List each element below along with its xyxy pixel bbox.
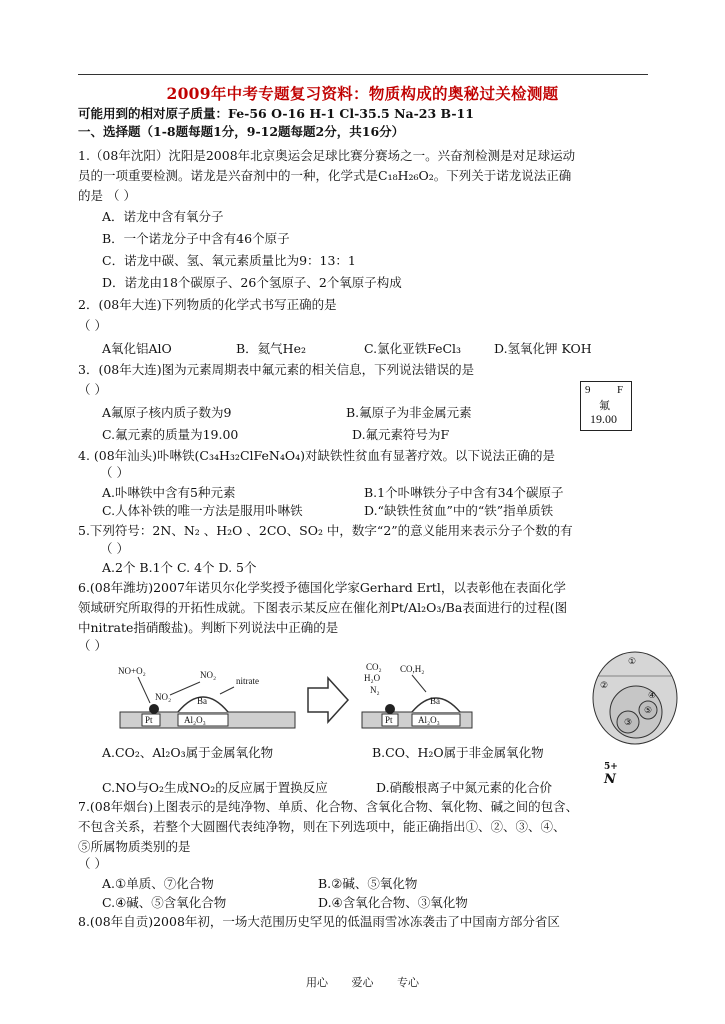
left-no2-b: NO₂ (200, 670, 217, 680)
page-footer: 用心 爱心 专心 (306, 976, 419, 989)
q6-paren: （ ） (78, 638, 107, 653)
section-heading: 一、选择题（1-8题每题1分，9-12题每题2分，共16分） (78, 124, 405, 139)
right-pt-label: Pt (385, 715, 393, 725)
q3-option-b: B.氟原子为非金属元素 (346, 405, 472, 420)
right-n2-label: N₂ (370, 685, 380, 695)
card-mass: 19.00 (590, 412, 617, 426)
q7-option-a: A.①单质、⑦化合物 (102, 876, 214, 891)
nitrogen-valence-sup: 5+ (604, 762, 618, 772)
left-pt-particle (149, 704, 159, 714)
right-coh2-label: CO,H₂ (400, 664, 425, 674)
process-arrow (308, 678, 348, 722)
q3-stem: 3．(08年大连)图为元素周期表中氟元素的相关信息，下列说法错误的是 (78, 362, 475, 377)
card-atomic-number: 9 (585, 384, 591, 396)
q3-option-c: C.氟元素的质量为19.00 (102, 427, 239, 442)
q6-option-a: A.CO₂、Al₂O₃属于金属氧化物 (102, 745, 274, 760)
atomic-masses: 可能用到的相对原子质量：Fe-56 O-16 H-1 Cl-35.5 Na-23 B-11 (78, 106, 474, 121)
circle-label-2: ② (600, 681, 609, 691)
q6-option-c: C.NO与O₂生成NO₂的反应属于置换反应 (102, 780, 328, 795)
q4-option-a: A.卟啉铁中含有5种元素 (102, 485, 236, 500)
q7-option-c: C.④碱、⑤含氧化合物 (102, 895, 227, 910)
q3-option-d: D.氟元素符号为F (352, 427, 450, 442)
q5-stem: 5.下列符号：2N、N₂ 、H₂O 、2CO、SO₂ 中，数字“2”的意义能用来表示分子个数的有 (78, 523, 573, 538)
q1-option-d: D．诺龙由18个碳原子、26个氢原子、2个氧原子构成 (102, 275, 402, 290)
q1-option-b: B．一个诺龙分子中含有46个原子 (102, 231, 290, 246)
right-arrow (412, 675, 426, 692)
q3-option-a: A氟原子核内质子数为9 (102, 405, 232, 420)
left-arrow-2 (170, 682, 200, 695)
right-h2o-label: H₂O (364, 673, 381, 683)
page-title: 2009年中考专题复习资料：物质构成的奥秘过关检测题 (166, 84, 559, 103)
right-co2-label: CO₂ (366, 662, 382, 672)
right-pt-particle (385, 704, 395, 714)
q2-option-c: C.氯化亚铁FeCl₃ (364, 341, 462, 356)
q7-paren: （ ） (78, 856, 107, 871)
q2-option-d: D.氢氧化钾 KOH (494, 341, 592, 356)
q4-stem: 4. (08年汕头)卟啉铁(C₃₄H₃₂ClFeN₄O₄)对缺铁性贫血有显著疗效。以下说法正确的是 (78, 448, 555, 463)
q4-option-d: D.“缺铁性贫血”中的“铁”指单质铁 (364, 503, 554, 518)
q4-paren: （ ） (100, 465, 129, 480)
card-symbol: F (617, 384, 624, 396)
q6-line2: 领域研究所取得的开拓性成就。下图表示某反应在催化剂Pt/Al₂O₃/Ba表面进行的过程(图 (78, 600, 568, 615)
left-no2-a: NO₂ (155, 692, 172, 702)
q1-option-c: C．诺龙中碳、氢、氧元素质量比为9：13：1 (102, 253, 356, 268)
left-pt-label: Pt (145, 715, 153, 725)
q5-paren: （ ） (100, 541, 129, 556)
q7-option-b: B.②碱、⑤氧化物 (318, 876, 418, 891)
q1-line1: 1.（08年沈阳）沈阳是2008年北京奥运会足球比赛分赛场之一。兴奋剂检测是对足球运动 (78, 148, 576, 163)
q2-option-a: A氧化铝AlO (102, 341, 172, 356)
q4-option-b: B.1个卟啉铁分子中含有34个碳原子 (364, 485, 564, 500)
q7-line3: ⑤所属物质类别的是 (78, 839, 191, 854)
left-arrow-3 (220, 687, 234, 694)
q2-stem: 2．(08年大连)下列物质的化学式书写正确的是 (78, 297, 337, 312)
left-no-o2-label: NO+O₂ (118, 666, 146, 676)
q6-option-d: D.硝酸根离子中氮元素的化合价 (376, 780, 553, 795)
q5-options: A.2个 B.1个 C. 4个 D. 5个 (102, 560, 257, 575)
left-nitrate-label: nitrate (236, 676, 259, 686)
left-al2o3-label: Al₂O₃ (184, 715, 206, 725)
q8-line1: 8.(08年自贡)2008年初，一场大范围历史罕见的低温雨雪冰冻袭击了中国南方部分省区 (78, 914, 560, 929)
circle-label-4: ④ (648, 691, 657, 701)
q1-option-a: A．诺龙中含有氧分子 (102, 209, 224, 224)
right-ba-label: Ba (430, 696, 440, 706)
q6-line3: 中nitrate指硝酸盐)。判断下列说法中正确的是 (78, 620, 339, 635)
q1-line2: 员的一项重要检测。诺龙是兴奋剂中的一种，化学式是C₁₈H₂₆O₂。下列关于诺龙说法正确 (78, 168, 572, 183)
catalyst-reaction-figure (100, 660, 480, 740)
nitrogen-symbol: N (604, 772, 616, 787)
q2-paren: （ ） (78, 318, 107, 333)
header-rule (78, 74, 648, 75)
q4-option-c: C.人体补铁的唯一方法是服用卟啉铁 (102, 503, 303, 518)
q6-option-b: B.CO、H₂O属于非金属氧化物 (372, 745, 544, 760)
q7-line2: 不包含关系，若整个大圆圈代表纯净物，则在下列选项中，能正确指出①、②、③、④、 (78, 819, 566, 834)
q2-option-b: B．氦气He₂ (236, 341, 306, 356)
circle-label-5: ⑤ (644, 706, 653, 716)
q3-paren: （ ） (78, 382, 107, 397)
card-name: 氟 (599, 400, 610, 412)
fluorine-element-card (580, 381, 632, 431)
q7-line1: 7.(08年烟台)上图表示的是纯净物、单质、化合物、含氧化合物、氧化物、碱之间的包含、 (78, 799, 579, 814)
q6-line1: 6.(08年潍坊)2007年诺贝尔化学奖授予德国化学家Gerhard Ertl，以表彰他在表面化学 (78, 580, 566, 595)
circle-label-3: ③ (624, 718, 633, 728)
q7-option-d: D.④含氧化合物、③氧化物 (318, 895, 468, 910)
classification-circles-figure (590, 648, 680, 748)
left-arrow-1 (138, 677, 150, 703)
circle-label-1: ① (628, 657, 637, 667)
left-ba-label: Ba (197, 696, 207, 706)
q1-line3: 的是 （ ） (78, 188, 136, 203)
right-al2o3-label: Al₂O₃ (418, 715, 440, 725)
